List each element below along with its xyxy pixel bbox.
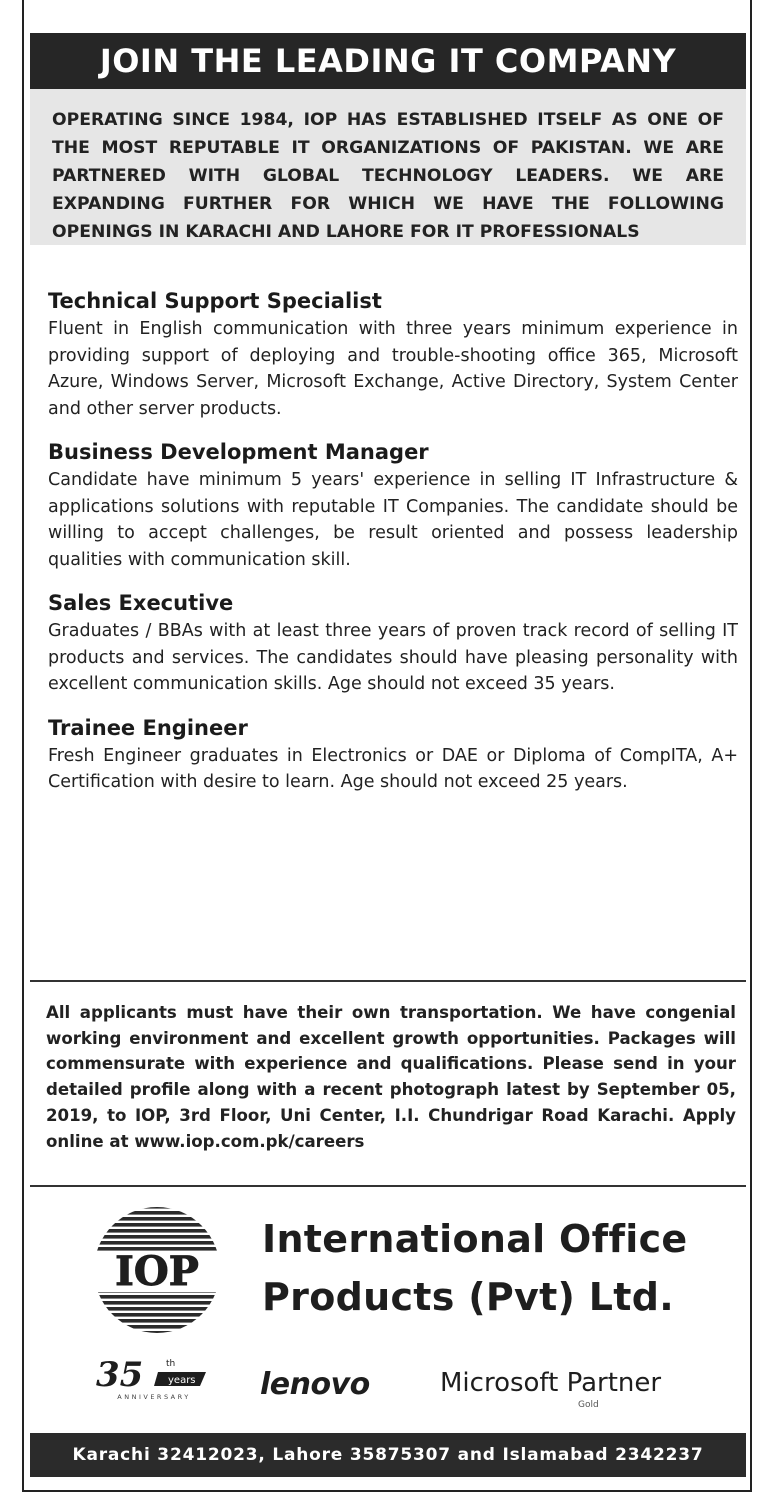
job-description: Fresh Engineer graduates in Electronics or DAE or Diploma of CompITA, A+ Certification with desire to learn. Age should not exceed 25 years.	[48, 745, 738, 792]
intro-text: OPERATING SINCE 1984, IOP HAS ESTABLISHED ITSELF AS ONE OF THE MOST REPUTABLE IT ORGANIZATIONS OF PAKISTAN. WE ARE PARTNERED WITH GLOBAL TECHNOLOGY LEADERS. WE ARE EXPANDING FURTHER FOR WHICH WE HAVE THE FOLLOWING OPENINGS IN KARACHI AND LAHORE FOR IT PROFESSIONALS	[52, 110, 724, 242]
job-description: Candidate have minimum 5 years' experience in selling IT Infrastructure & applications solutions with reputable IT Companies. The candidate should be willing to accept challenges, be result oriented and possess leadership qualities with communication skill.	[48, 470, 738, 570]
lenovo-logo: lenovo	[260, 1367, 370, 1402]
contact-footer	[30, 1433, 746, 1477]
job-openings-list	[48, 286, 738, 811]
ad-headline-text: JOIN THE LEADING IT COMPANY	[99, 42, 677, 80]
anniversary-years: years	[168, 1375, 196, 1386]
job-opening	[48, 437, 738, 573]
intro-panel	[30, 89, 746, 245]
job-opening	[48, 286, 738, 422]
company-name-line1: International Office	[262, 1217, 688, 1261]
job-title: Sales Executive	[48, 591, 234, 615]
anniversary-suffix: th	[166, 1359, 176, 1369]
microsoft-partner-level: Gold	[578, 1400, 599, 1410]
application-notice	[46, 1000, 736, 1154]
company-name	[262, 1210, 688, 1326]
job-title: Technical Support Specialist	[48, 289, 382, 313]
section-divider	[30, 980, 746, 982]
anniversary-badge	[88, 1352, 220, 1402]
job-description: Fluent in English communication with three years minimum experience in providing support of deploying and trouble-shooting office 365, Microsoft Azure, Windows Server, Microsoft Exchange, Active Directory, System Center and other server products.	[48, 319, 738, 419]
iop-logo	[92, 1205, 222, 1335]
job-title: Trainee Engineer	[48, 715, 248, 740]
contact-numbers: Karachi 32412023, Lahore 35875307 and Islamabad 2342237	[72, 1445, 704, 1465]
logo-text: IOP	[115, 1248, 199, 1295]
section-divider	[30, 1185, 746, 1187]
ad-headline	[30, 33, 746, 89]
anniversary-label: ANNIVERSARY	[117, 1393, 191, 1401]
job-title: Business Development Manager	[48, 440, 429, 464]
anniversary-number: 35	[96, 1355, 144, 1395]
company-name-line2: Products (Pvt) Ltd.	[262, 1275, 674, 1319]
job-opening	[48, 713, 738, 796]
microsoft-partner-logo: Microsoft Partner	[440, 1368, 662, 1398]
job-opening	[48, 588, 738, 698]
application-notice-text: All applicants must have their own transportation. We have congenial working environment and excellent growth opportunities. Packages will commensurate with experience and qualifications. Please send in your detailed profile along with a recent photograph latest by September 05, 2019, to IOP, 3rd Floor, Uni Center, I.I. Chundrigar Road Karachi. Apply online at www.iop.com.pk/careers	[46, 1003, 736, 1151]
job-description: Graduates / BBAs with at least three years of proven track record of selling IT products and services. The candidates should have pleasing personality with excellent communication skills. Age should not exceed 35 years.	[48, 621, 738, 694]
